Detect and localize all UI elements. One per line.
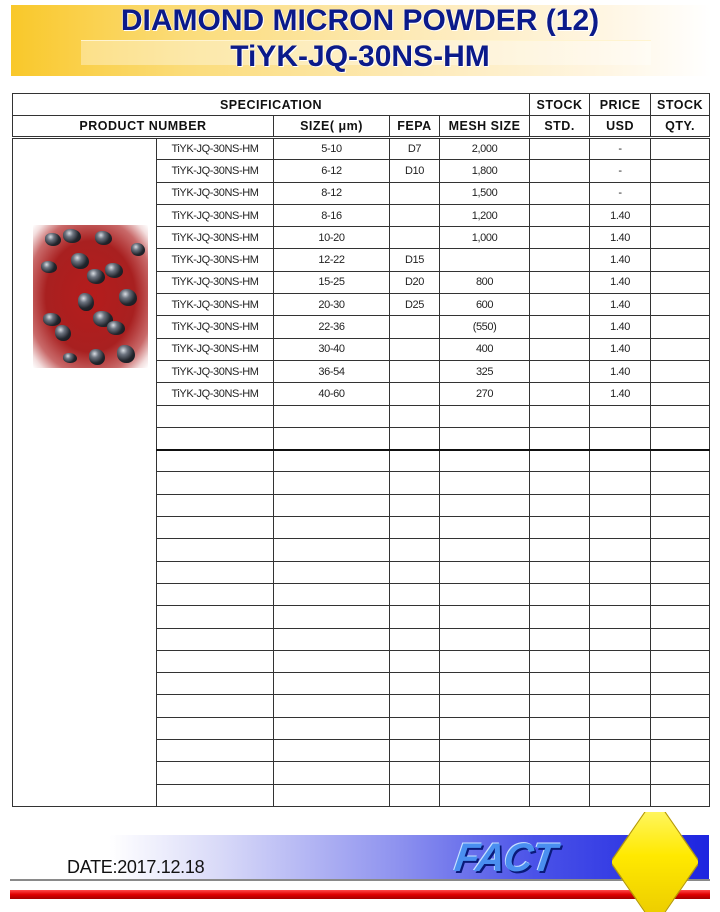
- product-image-cell: [13, 138, 157, 807]
- mesh-size-cell: [440, 450, 530, 472]
- stock-qty-header-top: STOCK: [651, 94, 710, 116]
- stock-std-cell: [530, 628, 590, 650]
- stock-std-cell: [530, 673, 590, 695]
- product-number-cell: [157, 784, 274, 806]
- mesh-size-cell: [440, 472, 530, 494]
- price-header-bottom: USD: [590, 116, 651, 138]
- stock-qty-cell: [651, 628, 710, 650]
- product-number-cell: [157, 695, 274, 717]
- size-cell: [274, 472, 390, 494]
- stock-qty-cell: [651, 762, 710, 784]
- mesh-size-cell: [440, 784, 530, 806]
- mesh-size-cell: [440, 494, 530, 516]
- stock-qty-cell: [651, 249, 710, 271]
- stock-std-cell: [530, 338, 590, 360]
- product-number-cell: [157, 561, 274, 583]
- stock-qty-cell: [651, 271, 710, 293]
- fepa-cell: [390, 494, 440, 516]
- diamond-grain: [117, 345, 135, 363]
- stock-qty-cell: [651, 360, 710, 382]
- stock-qty-cell: [651, 606, 710, 628]
- page-subtitle: TiYK-JQ-30NS-HM: [230, 40, 490, 73]
- product-number-cell: [157, 717, 274, 739]
- price-cell: [590, 405, 651, 427]
- fepa-cell: [390, 762, 440, 784]
- price-cell: [590, 583, 651, 605]
- fepa-cell: [390, 784, 440, 806]
- fepa-cell: [390, 606, 440, 628]
- price-cell: [590, 695, 651, 717]
- stock-qty-cell: [651, 227, 710, 249]
- size-cell: [274, 628, 390, 650]
- stock-std-cell: [530, 182, 590, 204]
- date-value: 2017.12.18: [117, 857, 205, 877]
- product-number-cell: [157, 740, 274, 762]
- mesh-size-cell: 270: [440, 383, 530, 405]
- price-cell: 1.40: [590, 338, 651, 360]
- stock-std-cell: [530, 494, 590, 516]
- size-header: SIZE( μm): [274, 116, 390, 138]
- stock-std-cell: [530, 316, 590, 338]
- stock-std-cell: [530, 583, 590, 605]
- mesh-size-cell: 400: [440, 338, 530, 360]
- fepa-cell: D10: [390, 160, 440, 182]
- stock-std-cell: [530, 517, 590, 539]
- stock-std-cell: [530, 606, 590, 628]
- size-cell: 8-12: [274, 182, 390, 204]
- mesh-size-cell: [440, 650, 530, 672]
- mesh-size-cell: (550): [440, 316, 530, 338]
- price-cell: [590, 762, 651, 784]
- price-cell: [590, 673, 651, 695]
- product-number-cell: [157, 583, 274, 605]
- price-cell: [590, 450, 651, 472]
- stock-std-header-bottom: STD.: [530, 116, 590, 138]
- fepa-cell: [390, 427, 440, 449]
- product-number-cell: TiYK-JQ-30NS-HM: [157, 271, 274, 293]
- product-number-cell: [157, 427, 274, 449]
- fepa-cell: D20: [390, 271, 440, 293]
- stock-qty-cell: [651, 160, 710, 182]
- price-cell: 1.40: [590, 294, 651, 316]
- price-cell: 1.40: [590, 383, 651, 405]
- footer-red-stripe: [10, 890, 710, 899]
- stock-qty-cell: [651, 204, 710, 226]
- size-cell: 30-40: [274, 338, 390, 360]
- diamond-grain: [55, 325, 71, 341]
- price-cell: -: [590, 160, 651, 182]
- mesh-size-cell: 800: [440, 271, 530, 293]
- diamond-grain: [107, 321, 125, 335]
- diamond-powder-photo-icon: [33, 225, 148, 368]
- fepa-cell: [390, 338, 440, 360]
- stock-std-cell: [530, 294, 590, 316]
- product-number-cell: TiYK-JQ-30NS-HM: [157, 160, 274, 182]
- mesh-size-cell: 1,800: [440, 160, 530, 182]
- stock-qty-cell: [651, 740, 710, 762]
- stock-std-cell: [530, 539, 590, 561]
- date-label: DATE: [67, 857, 113, 877]
- fepa-cell: [390, 561, 440, 583]
- product-number-cell: [157, 494, 274, 516]
- product-number-cell: TiYK-JQ-30NS-HM: [157, 182, 274, 204]
- mesh-size-cell: [440, 583, 530, 605]
- stock-qty-header-bottom: QTY.: [651, 116, 710, 138]
- price-cell: [590, 561, 651, 583]
- stock-std-cell: [530, 450, 590, 472]
- stock-std-cell: [530, 405, 590, 427]
- fepa-cell: [390, 695, 440, 717]
- fact-logo: FACT: [451, 836, 559, 880]
- diamond-grain: [41, 261, 57, 273]
- mesh-size-cell: [440, 628, 530, 650]
- price-cell: -: [590, 138, 651, 160]
- table-row: [13, 138, 710, 160]
- price-cell: [590, 606, 651, 628]
- mesh-size-cell: [440, 695, 530, 717]
- stock-qty-cell: [651, 717, 710, 739]
- size-cell: [274, 494, 390, 516]
- stock-std-cell: [530, 561, 590, 583]
- fepa-cell: [390, 717, 440, 739]
- price-header-top: PRICE: [590, 94, 651, 116]
- fepa-cell: D15: [390, 249, 440, 271]
- stock-std-header-top: STOCK: [530, 94, 590, 116]
- product-number-cell: [157, 405, 274, 427]
- size-cell: 5-10: [274, 138, 390, 160]
- footer-divider: [10, 879, 710, 881]
- yellow-diamond-icon: [612, 812, 698, 912]
- mesh-size-header: MESH SIZE: [440, 116, 530, 138]
- price-cell: [590, 740, 651, 762]
- stock-qty-cell: [651, 405, 710, 427]
- price-cell: [590, 494, 651, 516]
- fepa-cell: D7: [390, 138, 440, 160]
- product-number-cell: TiYK-JQ-30NS-HM: [157, 360, 274, 382]
- product-number-cell: [157, 472, 274, 494]
- product-number-cell: [157, 450, 274, 472]
- stock-std-cell: [530, 427, 590, 449]
- stock-std-cell: [530, 717, 590, 739]
- size-cell: [274, 561, 390, 583]
- size-cell: 12-22: [274, 249, 390, 271]
- mesh-size-cell: [440, 561, 530, 583]
- price-cell: 1.40: [590, 249, 651, 271]
- diamond-grain: [71, 253, 89, 269]
- diamond-grain: [63, 353, 77, 363]
- stock-std-cell: [530, 740, 590, 762]
- size-cell: 15-25: [274, 271, 390, 293]
- stock-std-cell: [530, 472, 590, 494]
- size-cell: [274, 517, 390, 539]
- stock-std-cell: [530, 249, 590, 271]
- date-separator: :: [112, 857, 118, 877]
- price-cell: [590, 717, 651, 739]
- stock-std-cell: [530, 204, 590, 226]
- size-cell: [274, 673, 390, 695]
- price-cell: [590, 628, 651, 650]
- diamond-grain: [105, 263, 123, 278]
- price-cell: 1.40: [590, 204, 651, 226]
- product-number-cell: [157, 628, 274, 650]
- price-cell: [590, 427, 651, 449]
- stock-qty-cell: [651, 383, 710, 405]
- size-cell: [274, 717, 390, 739]
- product-number-cell: TiYK-JQ-30NS-HM: [157, 204, 274, 226]
- product-number-cell: [157, 606, 274, 628]
- size-cell: 6-12: [274, 160, 390, 182]
- product-number-cell: TiYK-JQ-30NS-HM: [157, 338, 274, 360]
- stock-qty-cell: [651, 695, 710, 717]
- product-number-cell: [157, 673, 274, 695]
- size-cell: [274, 606, 390, 628]
- fepa-cell: [390, 472, 440, 494]
- mesh-size-cell: 1,500: [440, 182, 530, 204]
- product-number-header: PRODUCT NUMBER: [13, 116, 274, 138]
- fepa-cell: [390, 450, 440, 472]
- price-cell: [590, 650, 651, 672]
- size-cell: 22-36: [274, 316, 390, 338]
- specification-table: [12, 93, 710, 807]
- fepa-cell: [390, 383, 440, 405]
- mesh-size-cell: [440, 673, 530, 695]
- mesh-size-cell: 2,000: [440, 138, 530, 160]
- fepa-cell: [390, 628, 440, 650]
- page-title: DIAMOND MICRON POWDER (12): [120, 4, 600, 37]
- diamond-grain: [63, 229, 81, 243]
- stock-std-cell: [530, 784, 590, 806]
- mesh-size-cell: [440, 606, 530, 628]
- stock-qty-cell: [651, 427, 710, 449]
- size-cell: 10-20: [274, 227, 390, 249]
- product-number-cell: TiYK-JQ-30NS-HM: [157, 249, 274, 271]
- document-date: [67, 857, 204, 878]
- size-cell: [274, 762, 390, 784]
- product-number-cell: TiYK-JQ-30NS-HM: [157, 227, 274, 249]
- mesh-size-cell: [440, 762, 530, 784]
- size-cell: [274, 784, 390, 806]
- size-cell: 8-16: [274, 204, 390, 226]
- product-number-cell: [157, 762, 274, 784]
- stock-std-cell: [530, 695, 590, 717]
- stock-std-cell: [530, 138, 590, 160]
- price-cell: [590, 517, 651, 539]
- diamond-grain: [78, 293, 94, 311]
- stock-qty-cell: [651, 294, 710, 316]
- spec-group-header: SPECIFICATION: [13, 94, 530, 116]
- stock-qty-cell: [651, 138, 710, 160]
- fepa-cell: [390, 517, 440, 539]
- stock-std-cell: [530, 383, 590, 405]
- size-cell: 36-54: [274, 360, 390, 382]
- size-cell: [274, 450, 390, 472]
- fepa-cell: [390, 360, 440, 382]
- fepa-cell: D25: [390, 294, 440, 316]
- product-number-cell: [157, 517, 274, 539]
- stock-qty-cell: [651, 583, 710, 605]
- mesh-size-cell: 600: [440, 294, 530, 316]
- stock-std-cell: [530, 762, 590, 784]
- stock-qty-cell: [651, 450, 710, 472]
- stock-std-cell: [530, 271, 590, 293]
- mesh-size-cell: [440, 717, 530, 739]
- fepa-cell: [390, 650, 440, 672]
- diamond-grain: [89, 349, 105, 365]
- mesh-size-cell: [440, 405, 530, 427]
- stock-qty-cell: [651, 517, 710, 539]
- price-cell: -: [590, 182, 651, 204]
- table-body: [13, 138, 710, 807]
- mesh-size-cell: 325: [440, 360, 530, 382]
- size-cell: 40-60: [274, 383, 390, 405]
- stock-qty-cell: [651, 494, 710, 516]
- product-number-cell: TiYK-JQ-30NS-HM: [157, 294, 274, 316]
- stock-std-cell: [530, 360, 590, 382]
- size-cell: [274, 583, 390, 605]
- mesh-size-cell: 1,200: [440, 204, 530, 226]
- size-cell: [274, 650, 390, 672]
- diamond-grain: [45, 233, 61, 246]
- stock-qty-cell: [651, 182, 710, 204]
- size-cell: [274, 405, 390, 427]
- product-number-cell: TiYK-JQ-30NS-HM: [157, 316, 274, 338]
- fepa-cell: [390, 740, 440, 762]
- fepa-cell: [390, 539, 440, 561]
- fepa-cell: [390, 316, 440, 338]
- size-cell: [274, 740, 390, 762]
- diamond-grain: [87, 269, 105, 284]
- price-cell: 1.40: [590, 271, 651, 293]
- diamond-grain: [131, 243, 145, 256]
- stock-std-cell: [530, 227, 590, 249]
- product-number-cell: [157, 539, 274, 561]
- price-cell: 1.40: [590, 360, 651, 382]
- size-cell: [274, 539, 390, 561]
- fepa-cell: [390, 583, 440, 605]
- fepa-cell: [390, 673, 440, 695]
- stock-qty-cell: [651, 561, 710, 583]
- diamond-grain: [95, 231, 112, 245]
- fepa-cell: [390, 182, 440, 204]
- price-cell: 1.40: [590, 316, 651, 338]
- fepa-cell: [390, 405, 440, 427]
- product-number-cell: TiYK-JQ-30NS-HM: [157, 138, 274, 160]
- price-cell: [590, 539, 651, 561]
- product-number-cell: TiYK-JQ-30NS-HM: [157, 383, 274, 405]
- stock-std-cell: [530, 160, 590, 182]
- diamond-logo-icon: [612, 812, 698, 912]
- diamond-grain: [43, 313, 61, 326]
- stock-qty-cell: [651, 316, 710, 338]
- mesh-size-cell: [440, 539, 530, 561]
- price-cell: [590, 472, 651, 494]
- fepa-cell: [390, 204, 440, 226]
- stock-qty-cell: [651, 673, 710, 695]
- size-cell: 20-30: [274, 294, 390, 316]
- stock-std-cell: [530, 650, 590, 672]
- stock-qty-cell: [651, 539, 710, 561]
- size-cell: [274, 695, 390, 717]
- mesh-size-cell: 1,000: [440, 227, 530, 249]
- price-cell: 1.40: [590, 227, 651, 249]
- stock-qty-cell: [651, 472, 710, 494]
- stock-qty-cell: [651, 338, 710, 360]
- mesh-size-cell: [440, 517, 530, 539]
- size-cell: [274, 427, 390, 449]
- fepa-cell: [390, 227, 440, 249]
- price-cell: [590, 784, 651, 806]
- diamond-grain: [119, 289, 137, 306]
- product-number-cell: [157, 650, 274, 672]
- mesh-size-cell: [440, 740, 530, 762]
- mesh-size-cell: [440, 427, 530, 449]
- fepa-header: FEPA: [390, 116, 440, 138]
- mesh-size-cell: [440, 249, 530, 271]
- stock-qty-cell: [651, 650, 710, 672]
- stock-qty-cell: [651, 784, 710, 806]
